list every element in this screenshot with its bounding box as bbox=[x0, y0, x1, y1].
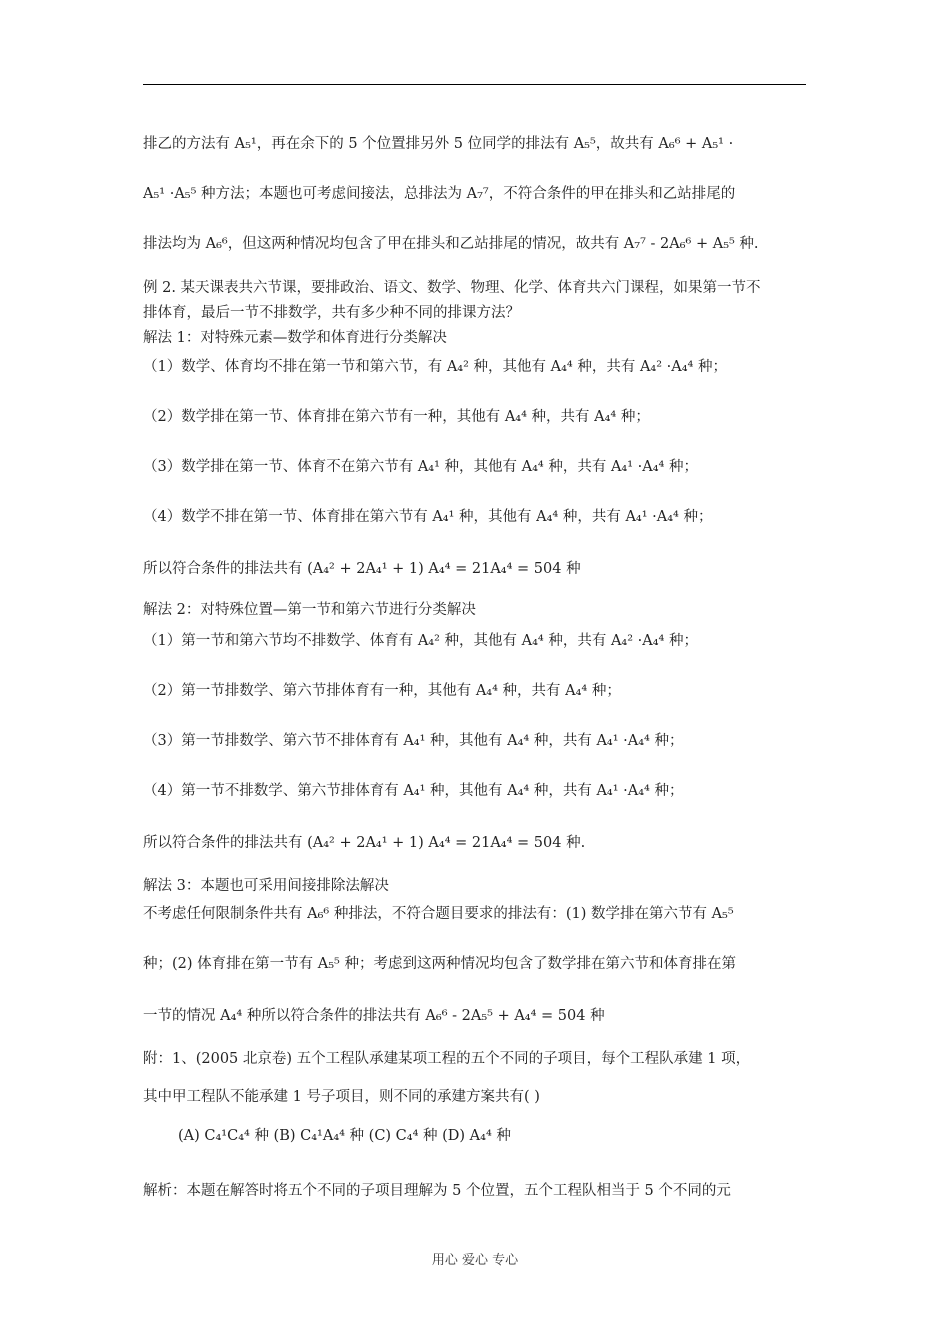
text-line-11: 所以符合条件的排法共有 (A₄² + 2A₄¹ + 1) A₄⁴ = 21A₄⁴ = 504 种 bbox=[143, 561, 581, 577]
text-line-10: （4）数学不排在第一节、体育排在第六节有 A₄¹ 种，其他有 A₄⁴ 种，共有 A₄¹ ·A₄⁴ 种； bbox=[143, 509, 713, 525]
text-line-16: （4）第一节不排数学、第六节排体育有 A₄¹ 种，其他有 A₄⁴ 种，共有 A₄¹ ·A₄⁴ 种； bbox=[143, 783, 684, 799]
text-line-1: 排乙的方法有 A₅¹，再在余下的 5 个位置排另外 5 位同学的排法有 A₅⁵，故共有 A₆⁶ + A₅¹ · bbox=[143, 136, 734, 152]
text-line-12: 解法 2：对特殊位置—第一节和第六节进行分类解决 bbox=[143, 602, 476, 618]
text-line-20: 种；(2) 体育排在第一节有 A₅⁵ 种；考虑到这两种情况均包含了数学排在第六节和体育排在第 bbox=[143, 956, 736, 972]
text-line-2: A₅¹ ·A₅⁵ 种方法；本题也可考虑间接法，总排法为 A₇⁷，不符合条件的甲在排头和乙站排尾的 bbox=[143, 186, 736, 202]
text-line-5: 排体育，最后一节不排数学，共有多少种不同的排课方法？ bbox=[143, 305, 520, 321]
text-line-22: 附：1、(2005 北京卷) 五个工程队承建某项工程的五个不同的子项目，每个工程队承建 1 项， bbox=[143, 1051, 751, 1067]
text-line-7: （1）数学、体育均不排在第一节和第六节，有 A₄² 种，其他有 A₄⁴ 种，共有 A₄² ·A₄⁴ 种； bbox=[143, 359, 727, 375]
text-line-25: 解析：本题在解答时将五个不同的子项目理解为 5 个位置，五个工程队相当于 5 个不同的元 bbox=[143, 1183, 731, 1199]
page-footer: 用心 爱心 专心 bbox=[431, 1253, 519, 1268]
text-line-8: （2）数学排在第一节、体育排在第六节有一种，其他有 A₄⁴ 种，共有 A₄⁴ 种； bbox=[143, 409, 650, 425]
text-line-9: （3）数学排在第一节、体育不在第六节有 A₄¹ 种，其他有 A₄⁴ 种，共有 A₄¹ ·A₄⁴ 种； bbox=[143, 459, 698, 475]
text-line-15: （3）第一节排数学、第六节不排体育有 A₄¹ 种，其他有 A₄⁴ 种，共有 A₄¹ ·A₄⁴ 种； bbox=[143, 733, 684, 749]
answer-options: (A) C₄¹C₄⁴ 种 (B) C₄¹A₄⁴ 种 (C) C₄⁴ 种 (D) A₄⁴ 种 bbox=[178, 1128, 511, 1144]
text-line-4: 例 2. 某天课表共六节课，要排政治、语文、数学、物理、化学、体育共六门课程，如果第一节不 bbox=[143, 280, 761, 296]
text-line-6: 解法 1：对特殊元素—数学和体育进行分类解决 bbox=[143, 330, 447, 346]
text-line-19: 不考虑任何限制条件共有 A₆⁶ 种排法，不符合题目要求的排法有：(1) 数学排在第六节有 A₅⁵ bbox=[143, 906, 734, 922]
text-line-3: 排法均为 A₆⁶，但这两种情况均包含了甲在排头和乙站排尾的情况，故共有 A₇⁷ - 2A₆⁶ + A₅⁵ 种. bbox=[143, 236, 759, 252]
text-line-23: 其中甲工程队不能承建 1 号子项目，则不同的承建方案共有( ) bbox=[143, 1089, 540, 1105]
text-line-13: （1）第一节和第六节均不排数学、体育有 A₄² 种，其他有 A₄⁴ 种，共有 A₄² ·A₄⁴ 种； bbox=[143, 633, 698, 649]
text-line-18: 解法 3：本题也可采用间接排除法解决 bbox=[143, 878, 389, 894]
text-line-14: （2）第一节排数学、第六节排体育有一种，其他有 A₄⁴ 种，共有 A₄⁴ 种； bbox=[143, 683, 621, 699]
text-line-21: 一节的情况 A₄⁴ 种所以符合条件的排法共有 A₆⁶ - 2A₅⁵ + A₄⁴ = 504 种 bbox=[143, 1008, 605, 1024]
header-rule bbox=[143, 84, 806, 85]
text-line-17: 所以符合条件的排法共有 (A₄² + 2A₄¹ + 1) A₄⁴ = 21A₄⁴ = 504 种. bbox=[143, 835, 586, 851]
